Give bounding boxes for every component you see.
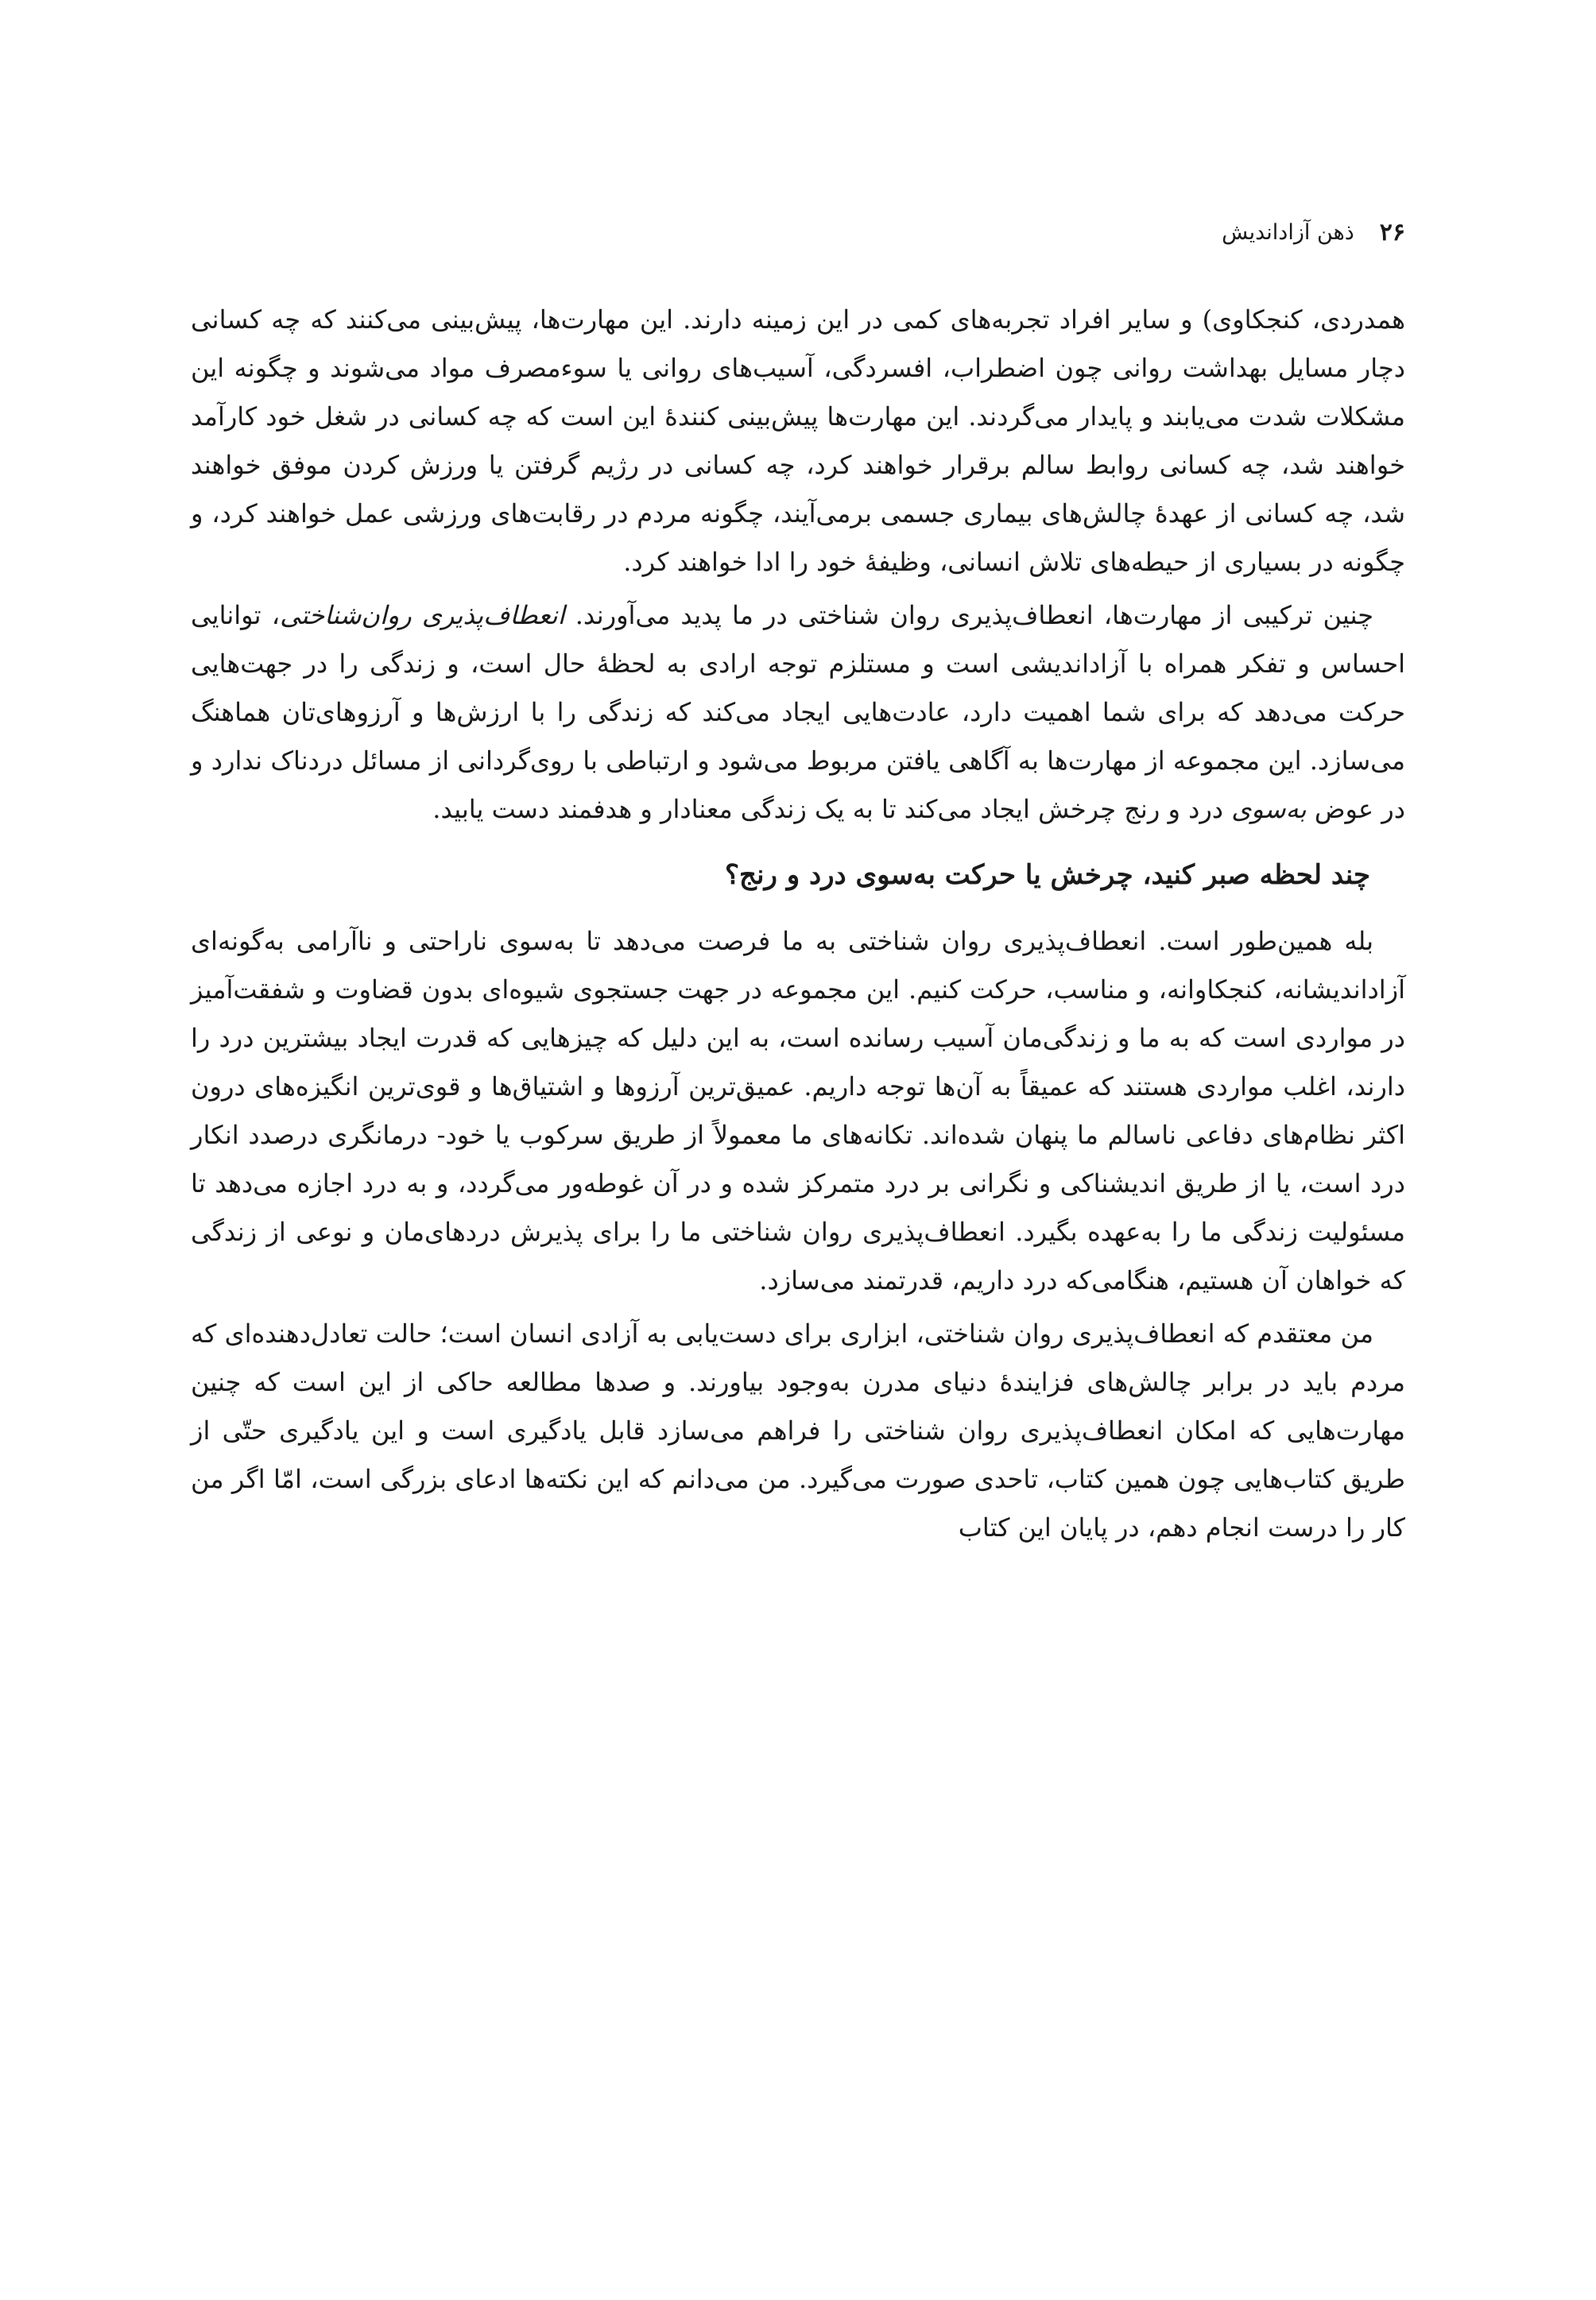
paragraph-4: من معتقدم که انعطاف‌پذیری روان شناختی، ابزاری برای دست‌یابی به آزادی انسان است؛ حالت تعادل‌دهنده‌ای که مردم باید در برابر چالش‌های فزایندهٔ دنیای مدرن به‌وجود بیاورند. و صدها مطالعه حاکی از این است که چنین مهارت‌هایی که امکان انعطاف‌پذیری روان شناختی را فراهم می‌سازد قابل یادگیری است و این یادگیری حتّی از طریق کتاب‌هایی چون همین کتاب، تاحدی صورت می‌گیرد. من می‌دانم که این نکته‌ها ادعای بزرگی است، امّا اگر من کار را درست انجام دهم، در پایان این کتاب bbox=[191, 1318, 1406, 1543]
paragraph-2-text-b: ، توانایی احساس و تفکر همراه با آزاداندیشی است و مستلزم توجه ارادی به لحظهٔ حال است، و زندگی را در جهت‌هایی حرکت می‌دهد که برای شما اهمیت دارد، عادت‌هایی ایجاد می‌کند که زندگی را با ارزش‌ها و آرزوهای‌تان هماهنگ می‌سازد. این مجموعه از مهارت‌ها به آگاهی یافتن مربوط می‌شود و ارتباطی با روی‌گردانی از مسائل دردناک ندارد و در عوض bbox=[191, 600, 1406, 824]
section-heading: چند لحظه صبر کنید، چرخش یا حرکت به‌سوی درد و رنج؟ bbox=[725, 859, 1370, 891]
paragraph-2-text-c: درد و رنج چرخش ایجاد می‌کند تا به یک زندگی معنادار و هدفمند دست یابید. bbox=[432, 794, 1232, 824]
paragraph-2-text-a: چنین ترکیبی از مهارت‌ها، انعطاف‌پذیری روان شناختی در ما پدید می‌آورند. bbox=[564, 600, 1374, 630]
page-number: ۲۶ bbox=[1379, 218, 1405, 246]
paragraph-2-italic-term: انعطاف‌پذیری روان‌شناختی bbox=[280, 600, 565, 630]
paragraph-1: همدردی، کنجکاوی) و سایر افراد تجربه‌های کمی در این زمینه دارند. این مهارت‌ها، پیش‌بینی می‌کنند که چه کسانی دچار مسایل بهداشت روانی چون اضطراب، افسردگی، آسیب‌های روانی یا سوءمصرف مواد می‌شوند و چگونه این مشکلات شدت می‌یابند و پایدار می‌گردند. این مهارت‌ها پیش‌بینی کنندهٔ این است که چه کسانی در شغل خود کارآمد خواهند شد، چه کسانی روابط سالم برقرار خواهند کرد، چه کسانی در رژیم گرفتن یا ورزش کردن موفق خواهند شد، چه کسانی از عهدهٔ چالش‌های بیماری جسمی برمی‌آیند، چگونه مردم در رقابت‌های ورزشی عمل خواهند کرد، و چگونه در بسیاری از حیطه‌های تلاش انسانی، وظیفهٔ خود را ادا خواهند کرد. bbox=[191, 304, 1406, 577]
book-title: ذهن آزاداندیش bbox=[1222, 219, 1354, 245]
body-text bbox=[191, 296, 1405, 1552]
paragraph-3: بله همین‌طور است. انعطاف‌پذیری روان شناختی به ما فرصت می‌دهد تا به‌سوی ناراحتی و ناآرامی به‌گونه‌ای آزاداندیشانه، کنجکاوانه، و مناسب، حرکت کنیم. این مجموعه در جهت جستجوی شیوه‌ای بدون قضاوت و شفقت‌آمیز در مواردی است که به ما و زندگی‌مان آسیب رسانده است، به این دلیل که چیزهایی که قدرت ایجاد بیشترین درد را دارند، اغلب مواردی هستند که عمیقاً به آن‌ها توجه داریم. عمیق‌ترین آرزوها و اشتیاق‌ها و قوی‌ترین انگیزه‌های درون اکثر نظام‌های دفاعی ناسالم ما پنهان شده‌اند. تکانه‌های ما معمولاً از طریق سرکوب یا خود- درمانگری درصدد انکار درد است، یا از طریق اندیشناکی و نگرانی بر درد متمرکز شده و در آن غوطه‌ور می‌گردد، و به درد اجازه می‌دهد تا مسئولیت زندگی ما را به‌عهده بگیرد. انعطاف‌پذیری روان شناختی ما را برای پذیرش دردهای‌مان و نوعی از زندگی که خواهان آن هستیم، هنگامی‌که درد داریم، قدرتمند می‌سازد. bbox=[191, 926, 1406, 1295]
paragraph-2-italic-toward: به‌سوی bbox=[1231, 794, 1307, 824]
paragraph-2 bbox=[191, 591, 1405, 834]
running-header bbox=[1222, 216, 1405, 248]
